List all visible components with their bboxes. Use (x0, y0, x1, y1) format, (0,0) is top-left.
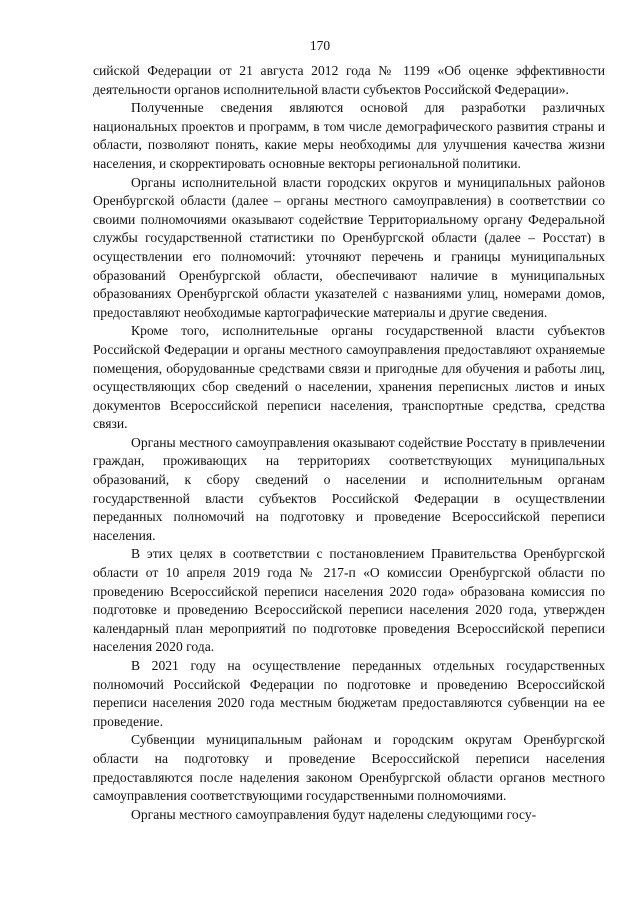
paragraph: Субвенции муниципальным районам и городским округам Оренбургской области на подготовку и проведение Всероссийской переписи населения предоставляются после наделения законом Оренбургской области органов местного самоуправления соответствующими государственными полномочиями. (93, 732, 605, 804)
paragraph: Кроме того, исполнительные органы государственной власти субъектов Российской Федерации и органы местного самоуправления предоставляют охраняемые помещения, оборудованные средствами связи и пригодные для обучения и работы лиц, осуществляющих сбор сведений о населении, хранения переписных листов и иных документов Всероссийской переписи населения, транспортные средства, средства связи. (93, 323, 605, 432)
paragraph: В 2021 году на осуществление переданных отдельных государственных полномочий Российской Федерации по подготовке и проведению Всероссийской переписи населения 2020 года местным бюджетам предоставляются субвенции на ее проведение. (93, 658, 605, 729)
paragraph: Органы исполнительной власти городских округов и муниципальных районов Оренбургской области (далее – органы местного самоуправления) в соответствии со своими полномочиями оказывают содействие Территориальному органу Федеральной службы государственной статистики по Оренбургской области (далее – Росстат) в осуществлении его полномочий: уточняют перечень и границы муниципальных образований Оренбургской области, обеспечивают наличие в муниципальных образованиях Оренбургской области указателей с названиями улиц, номерами домов, предоставляют необходимые картографические материалы и другие сведения. (93, 174, 605, 320)
paragraph-continuation: сийской Федерации от 21 августа 2012 года № 1199 «Об оценке эффективности деятельности органов исполнительной власти субъектов Российской Федерации». (93, 63, 605, 97)
paragraph: В этих целях в соответствии с постановлением Правительства Оренбургской области от 10 апреля 2019 года № 217-п «О комиссии Оренбургской области по проведению Всероссийской переписи населения 2020 года» образована комиссия по подготовке и проведению Всероссийской переписи населения 2020 года, утвержден календарный план мероприятий по подготовке проведения Всероссийской переписи населения 2020 года. (93, 546, 605, 655)
paragraph: Органы местного самоуправления будут наделены следующими госу- (131, 806, 537, 822)
paragraph: Органы местного самоуправления оказывают содействие Росстату в привлечении граждан, проживающих на территориях соответствующих муниципальных образований, к сбору сведений о населении и исполнительным органам государственной власти субъектов Российской Федерации в осуществлении переданных полномочий на подготовку и проведение Всероссийской переписи населения. (93, 434, 605, 543)
page-number: 170 (309, 38, 331, 53)
paragraph: Полученные сведения являются основой для разработки различных национальных проектов и программ, в том числе демографического развития страны и области, позволяют понять, какие меры необходимы для улучшения качества жизни населения, и скорректировать основные векторы региональной политики. (93, 100, 605, 171)
body-text (93, 62, 605, 824)
